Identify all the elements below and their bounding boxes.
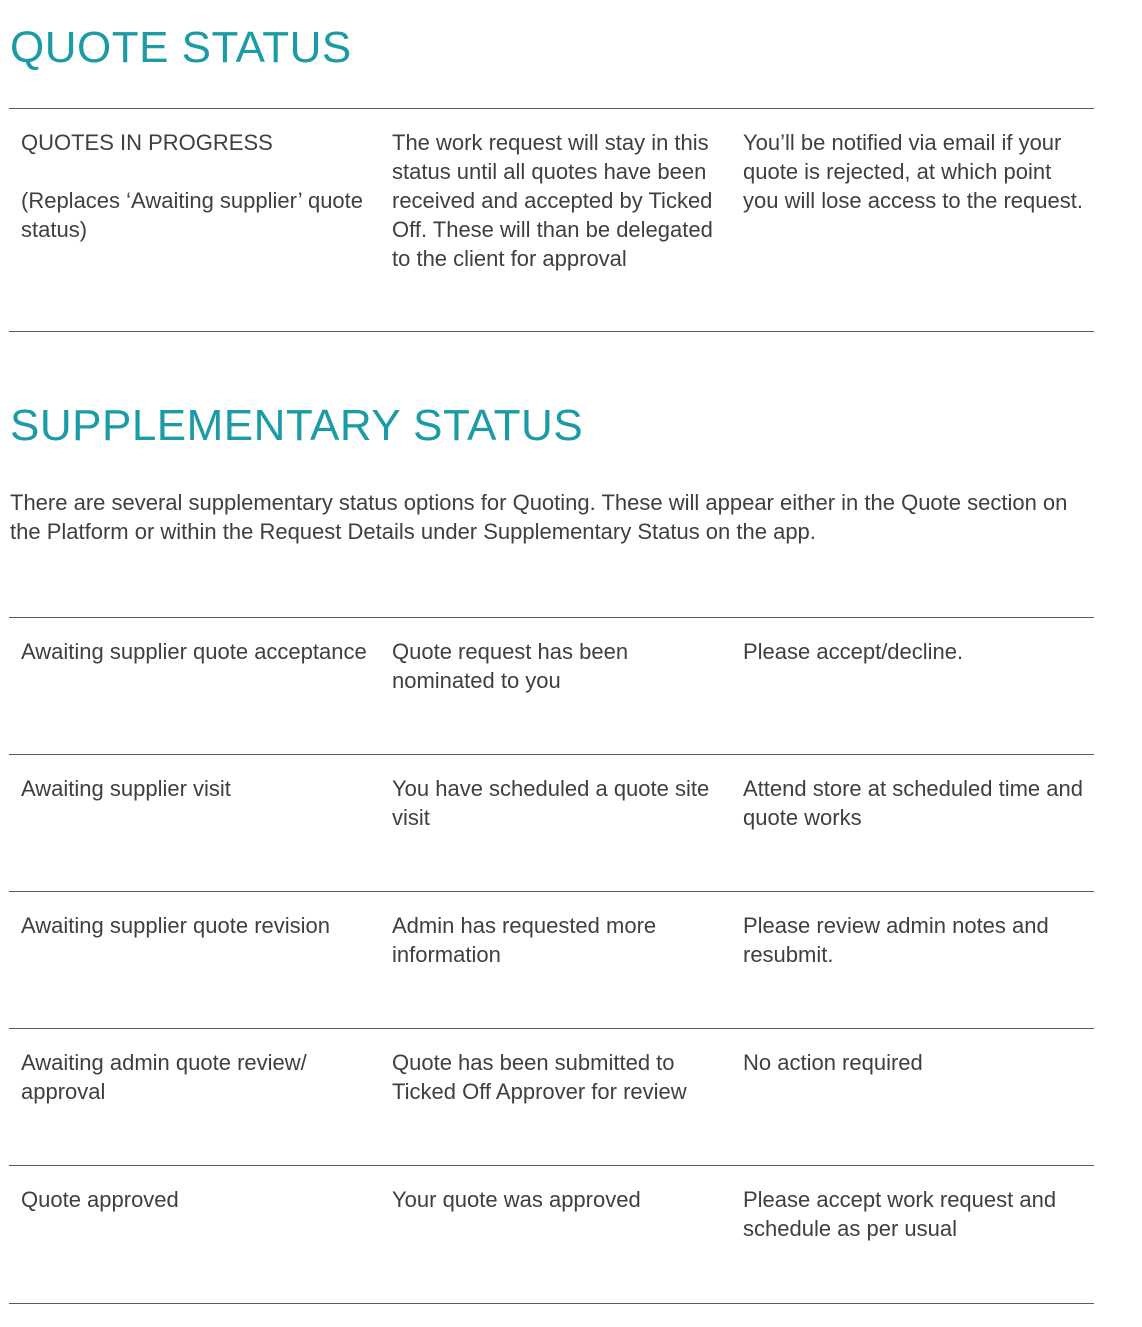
status-name: QUOTES IN PROGRESS xyxy=(21,130,273,155)
table-divider xyxy=(9,108,1094,109)
table-divider xyxy=(9,331,1094,332)
table-row-status: Awaiting supplier quote revision xyxy=(21,913,330,938)
quote-status-heading: QUOTE STATUS xyxy=(10,23,352,72)
spacer xyxy=(21,157,371,186)
table-row-action: Please accept work request and schedule as per usual xyxy=(743,1187,1057,1241)
supplementary-status-heading: SUPPLEMENTARY STATUS xyxy=(10,401,584,450)
table-row-status: Awaiting supplier visit xyxy=(21,776,231,801)
table-row-status: Awaiting admin quote review/ approval xyxy=(21,1050,307,1104)
table-divider xyxy=(9,891,1094,892)
table-row-description: Admin has requested more information xyxy=(392,913,657,967)
quote-status-cell xyxy=(21,128,371,244)
table-row-action: Attend store at scheduled time and quote works xyxy=(743,776,1083,830)
table-divider xyxy=(9,754,1094,755)
table-row-status: Quote approved xyxy=(21,1187,179,1212)
status-note: (Replaces ‘Awaiting supplier’ quote status) xyxy=(21,188,364,242)
table-divider xyxy=(9,1165,1094,1166)
table-row-description: Quote request has been nominated to you xyxy=(392,639,629,693)
table-divider xyxy=(9,1303,1094,1304)
table-divider xyxy=(9,617,1094,618)
table-row-action: Please accept/decline. xyxy=(743,639,964,664)
table-row-description: You have scheduled a quote site visit xyxy=(392,776,710,830)
table-row-action: No action required xyxy=(743,1050,923,1075)
table-divider xyxy=(9,1028,1094,1029)
table-row-action: Please review admin notes and resubmit. xyxy=(743,913,1049,967)
status-action: You’ll be notified via email if your quote is rejected, at which point you will lose access to the request. xyxy=(743,130,1083,213)
table-row-status: Awaiting supplier quote acceptance xyxy=(21,639,367,664)
table-row-description: Quote has been submitted to Ticked Off Approver for review xyxy=(392,1050,687,1104)
supplementary-intro: There are several supplementary status options for Quoting. These will appear either in the Quote section on the Platform or within the Request Details under Supplementary Status on the app. xyxy=(10,490,1068,544)
table-row-description: Your quote was approved xyxy=(392,1187,641,1212)
status-description: The work request will stay in this status until all quotes have been received and accepted by Ticked Off. These will than be delegated to the client for approval xyxy=(392,130,713,271)
